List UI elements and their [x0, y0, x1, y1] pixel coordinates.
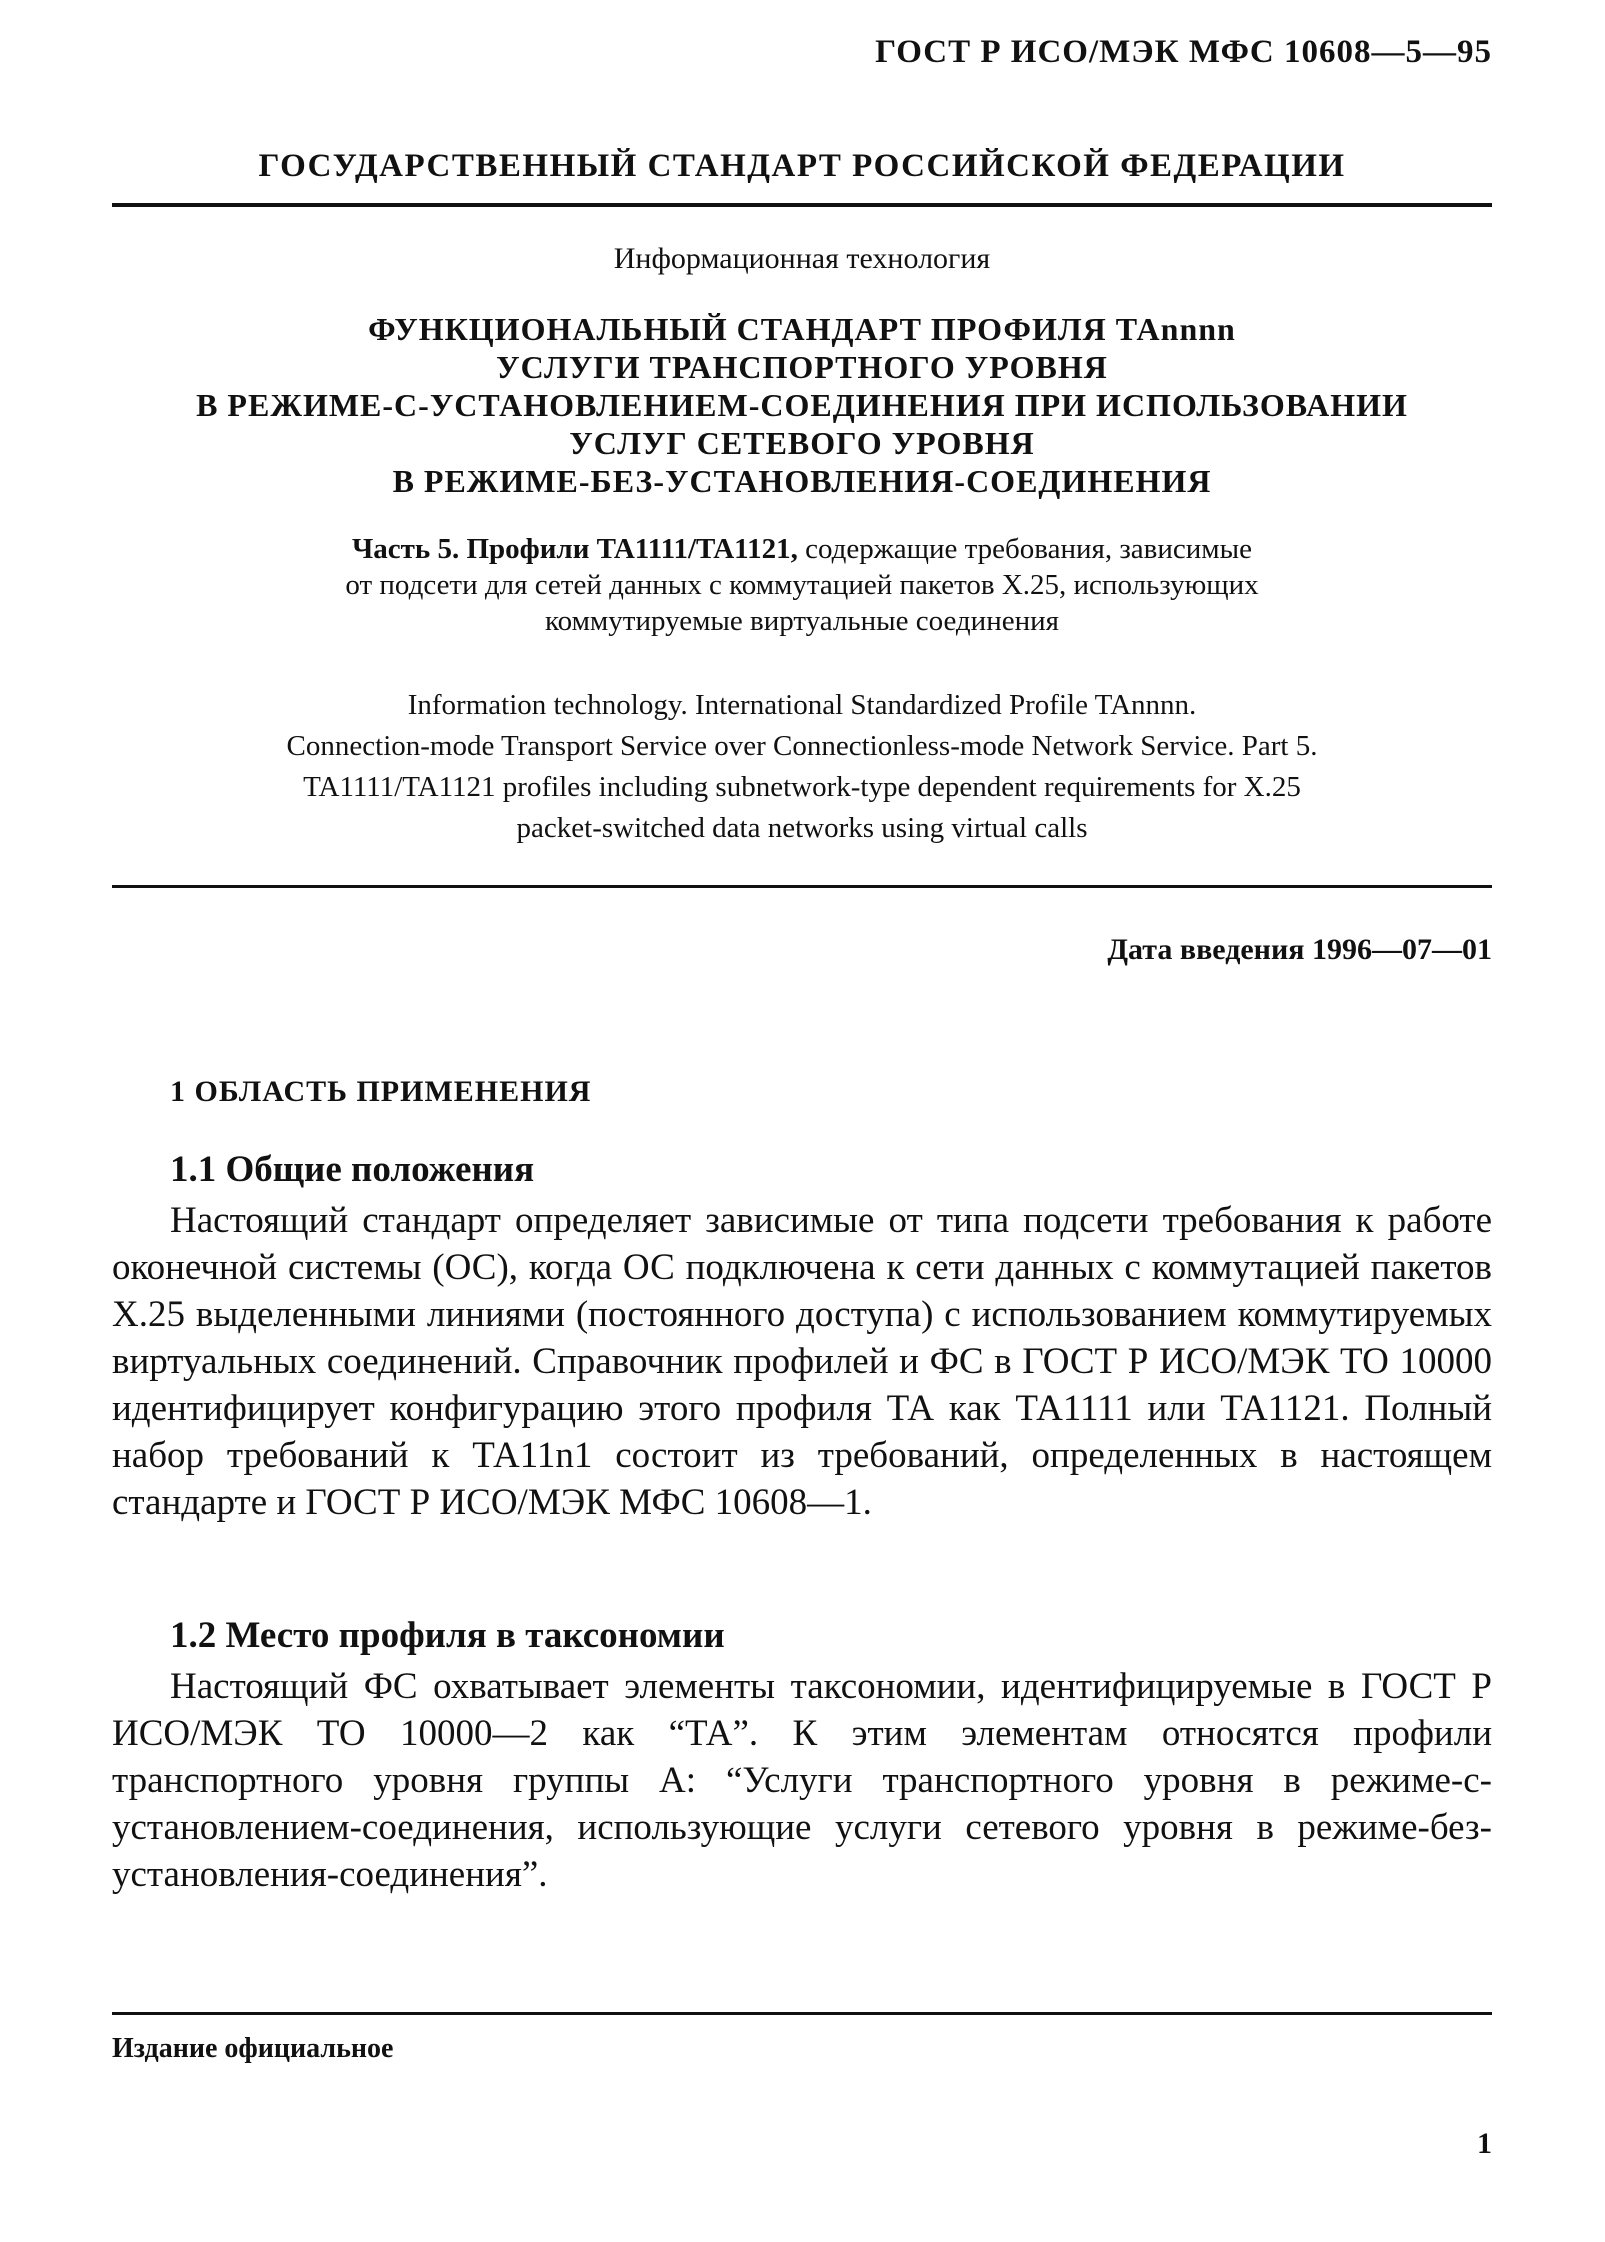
state-standard-title: ГОСУДАРСТВЕННЫЙ СТАНДАРТ РОССИЙСКОЙ ФЕДЕРАЦИИ [258, 148, 1346, 184]
main-title-line: В РЕЖИМЕ-БЕЗ-УСТАНОВЛЕНИЯ-СОЕДИНЕНИЯ [392, 463, 1212, 499]
page-number: 1 [1477, 2127, 1492, 2160]
subsection-text-general: Настоящий стандарт определяет зависимые от типа подсети требования к работе оконечной системы (ОС), когда ОС подключена к сети данных с коммутацией пакетов X.25 выделенными линиями (постоянного доступа) с использованием коммутируемых виртуальных соединений. Справочник профилей и ФС в ГОСТ Р ИСО/МЭК ТО 10000 идентифицирует конфигурацию этого профиля ТА как ТА1111 или ТА1121. Полный набор требований к ТА11n1 состоит из требований, определенных в настоящем стандарте и ГОСТ Р ИСО/МЭК МФС 10608—1. [112, 1200, 1492, 1523]
english-title-line: Information technology. International Standardized Profile TAnnnn. [407, 689, 1197, 721]
part-title-line: от подсети для сетей данных с коммутацией пакетов X.25, использующих [345, 569, 1259, 601]
edition-note: Издание официальное [112, 2033, 394, 2064]
footer-divider [112, 2012, 1492, 2015]
part-title [112, 531, 1492, 639]
main-title-line: ФУНКЦИОНАЛЬНЫЙ СТАНДАРТ ПРОФИЛЯ ТАnnnn [368, 311, 1236, 347]
section-heading: 1 ОБЛАСТЬ ПРИМЕНЕНИЯ [170, 1075, 592, 1108]
main-title [112, 310, 1492, 500]
introduction-date: Дата введения 1996—07—01 [1107, 933, 1492, 966]
english-title-line: Connection-mode Transport Service over Connectionless-mode Network Service. Part 5. [286, 730, 1318, 762]
main-title-line: УСЛУГ СЕТЕВОГО УРОВНЯ [569, 425, 1035, 461]
english-title-line: packet-switched data networks using virtual calls [516, 812, 1088, 844]
header-divider [112, 203, 1492, 207]
english-title-line: TA1111/TA1121 profiles including subnetwork-type dependent requirements for X.25 [303, 771, 1301, 803]
document-page [112, 0, 1492, 2242]
subsection-text-taxonomy: Настоящий ФС охватывает элементы таксономии, идентифицируемые в ГОСТ Р ИСО/МЭК ТО 10000—2 как “ТА”. К этим элементам относятся профили транспортного уровня группы А: “Услуги транспортного уровня в режиме-с-установлением-соединения, использующие услуги сетевого уровня в режиме-без-установления-соединения”. [112, 1666, 1492, 1895]
part-title-rest: содержащие требования, зависимые [805, 533, 1252, 565]
main-title-line: УСЛУГИ ТРАНСПОРТНОГО УРОВНЯ [496, 349, 1108, 385]
part-title-lead: Часть 5. Профили TA1111/TA1121, [351, 533, 798, 565]
part-title-line [112, 531, 1492, 567]
main-title-line: В РЕЖИМЕ-С-УСТАНОВЛЕНИЕМ-СОЕДИНЕНИЯ ПРИ ИСПОЛЬЗОВАНИИ [196, 387, 1408, 423]
english-title [112, 685, 1492, 849]
subsection-heading-general: 1.1 Общие положения [170, 1149, 535, 1190]
title-divider [112, 885, 1492, 888]
document-code: ГОСТ Р ИСО/МЭК МФС 10608—5—95 [875, 34, 1492, 70]
subsection-heading-taxonomy: 1.2 Место профиля в таксономии [170, 1615, 725, 1656]
part-title-line: коммутируемые виртуальные соединения [545, 605, 1059, 637]
subject-line: Информационная технология [613, 242, 991, 275]
